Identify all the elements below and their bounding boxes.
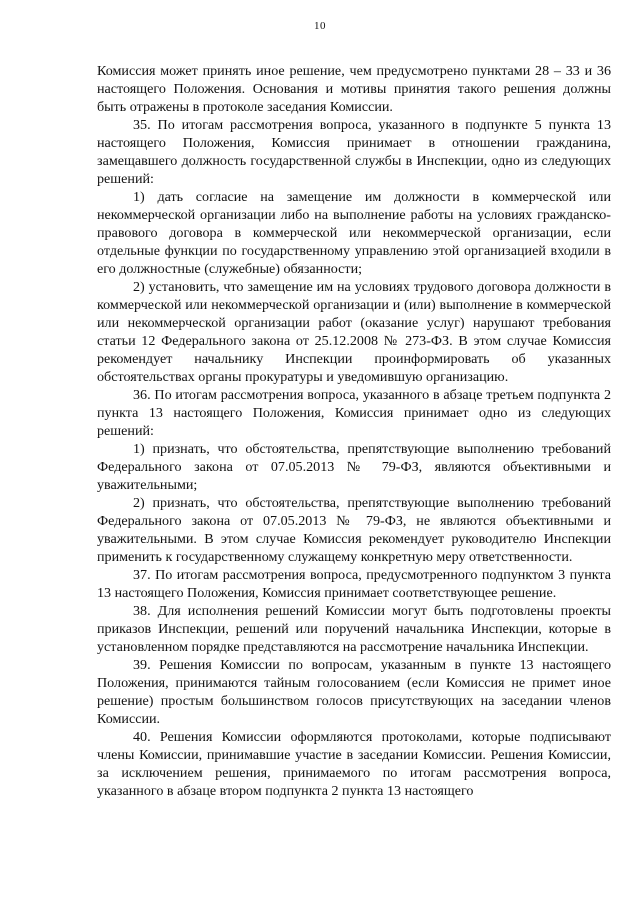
- paragraph-38: 38. Для исполнения решений Комиссии могут быть подготовлены проекты приказов Инспекции, решений или поручений начальника Инспекции, которые в установленном порядке представляются на рассмотрение начальника Инспекции.: [97, 603, 611, 655]
- paragraph-35: 35. По итогам рассмотрения вопроса, указанного в подпункте 5 пункта 13 настоящего Положения, Комиссия принимает в отношении гражданина, замещавшего должность государственной службы в Инспекции, одно из следующих решений:: [97, 117, 611, 187]
- paragraph-39: 39. Решения Комиссии по вопросам, указанным в пункте 13 настоящего Положения, принимаются тайным голосованием (если Комиссия не примет иное решение) простым большинством голосов присутствующих на заседании членов Комиссии.: [97, 657, 611, 727]
- paragraph-40: 40. Решения Комиссии оформляются протоколами, которые подписывают члены Комиссии, принимавшие участие в заседании Комиссии. Решения Комиссии, за исключением решения, принимаемого по итогам рассмотрения вопроса, указанного в абзаце втором подпункта 2 пункта 13 настоящего: [97, 729, 611, 799]
- paragraph-35-item-2: 2) установить, что замещение им на условиях трудового договора должности в коммерческой или некоммерческой организации и (или) выполнение в коммерческой или некоммерческой организации работ (оказание услуг) нарушают требования статьи 12 Федерального закона от 25.12.2008 № 273-ФЗ. В этом случае Комиссия рекомендует начальнику Инспекции проинформировать об указанных обстоятельствах органы прокуратуры и уведомившую организацию.: [97, 279, 611, 385]
- paragraph-36-item-2: 2) признать, что обстоятельства, препятствующие выполнению требований Федерального закона от 07.05.2013 № 79-ФЗ, не являются объективными и уважительными. В этом случае Комиссия рекомендует руководителю Инспекции применить к государственному служащему конкретную меру ответственности.: [97, 495, 611, 565]
- paragraph-35-item-1: 1) дать согласие на замещение им должности в коммерческой или некоммерческой организации либо на выполнение работы на условиях гражданско-правового договора в коммерческой или некоммерческой организации, если отдельные функции по государственному управлению этой организацией входили в его должностные (служебные) обязанности;: [97, 189, 611, 277]
- paragraph-36-item-1: 1) признать, что обстоятельства, препятствующие выполнению требований Федерального закона от 07.05.2013 № 79-ФЗ, являются объективными и уважительными;: [97, 441, 611, 493]
- paragraph-37: 37. По итогам рассмотрения вопроса, предусмотренного подпунктом 3 пункта 13 настоящего Положения, Комиссия принимает соответствующее решение.: [97, 567, 611, 601]
- paragraph-continuation: Комиссия может принять иное решение, чем предусмотрено пунктами 28 – 33 и 36 настоящего Положения. Основания и мотивы принятия такого решения должны быть отражены в протоколе заседания Комиссии.: [97, 63, 611, 115]
- page-number: 10: [314, 20, 326, 32]
- paragraph-36: 36. По итогам рассмотрения вопроса, указанного в абзаце третьем подпункта 2 пункта 13 настоящего Положения, Комиссия принимает одно из следующих решений:: [97, 387, 611, 439]
- document-body: [97, 62, 611, 800]
